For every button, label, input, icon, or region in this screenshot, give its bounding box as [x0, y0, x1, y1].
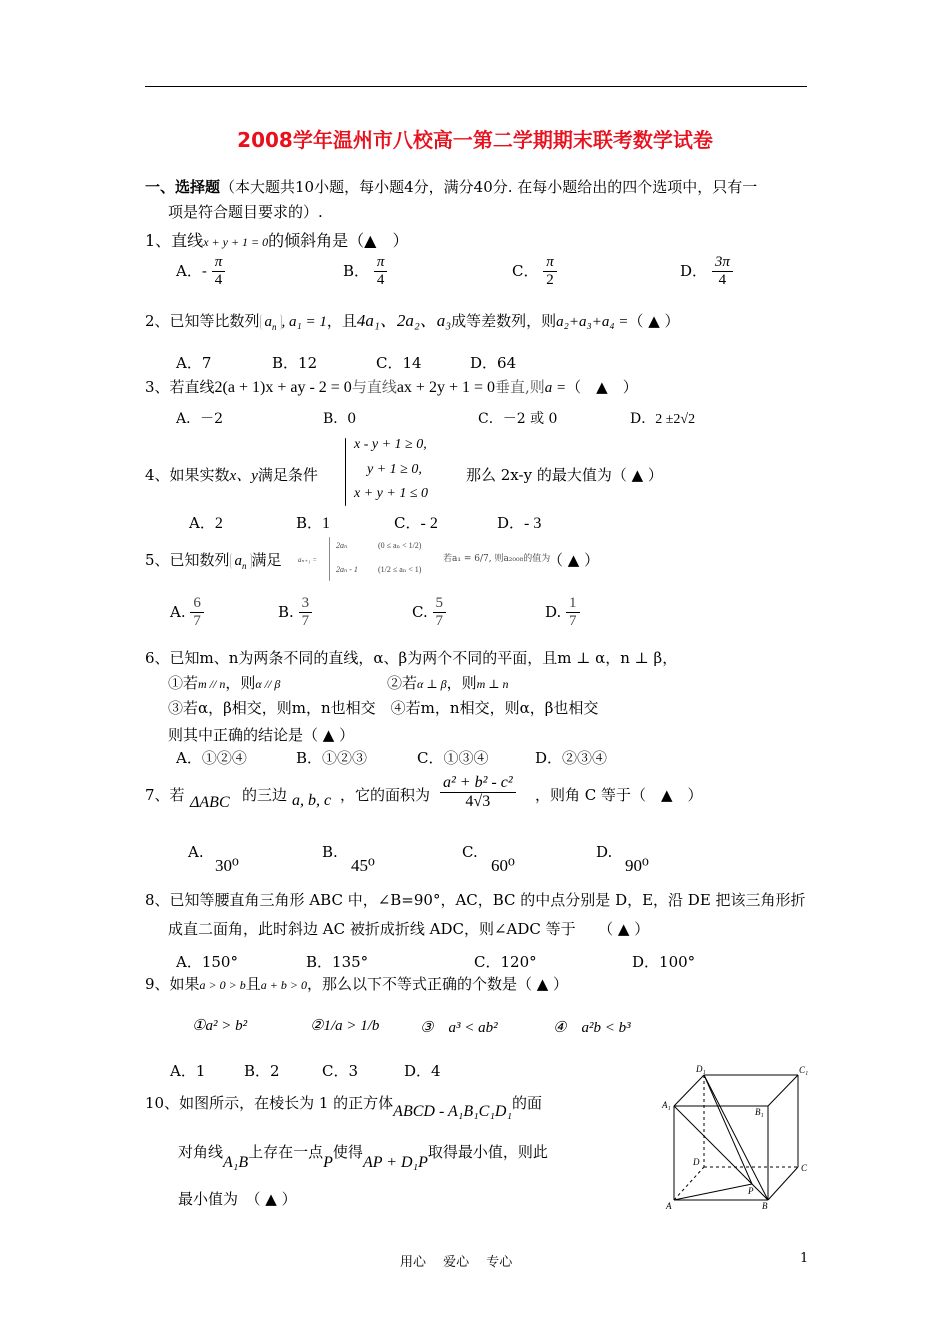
q8-option-c: C．120° — [474, 953, 537, 971]
q1-b-label: B． — [343, 261, 370, 280]
q9-post: ，那么以下不等式正确的个数是（ ▲ ） — [306, 975, 569, 993]
q8-line1: 8、已知等腰直角三角形 ABC 中，∠B=90°，AC，BC 的中点分别是 D，E，沿 DE 把该三角形折 — [145, 891, 806, 909]
q7-area-num: a² + b² - c² — [440, 774, 516, 793]
q7-area-den: 4√3 — [465, 793, 491, 811]
q10-cube: ABCD - A₁B₁C₁D₁ — [393, 1103, 513, 1120]
q6-line2-right — [387, 672, 509, 693]
q3-var: a = — [544, 380, 567, 396]
q1-d-frac — [712, 254, 733, 290]
q6-l2c: ，则 — [225, 674, 256, 692]
q3-line2: ax + 2y + 1 = 0 — [396, 379, 495, 396]
q10-l2a: 对角线 — [178, 1143, 224, 1161]
q3-line1: 2(a + 1)x + ay - 2 = 0 — [214, 379, 352, 396]
label-p: P — [748, 1186, 754, 1196]
q7-option-a-label: A. — [188, 843, 204, 861]
q3-d-label: D． — [630, 411, 656, 427]
q1-b-den: 4 — [376, 272, 385, 289]
edge-a1d1 — [674, 1075, 704, 1106]
q1-equation: x + y + 1 = 0 — [203, 235, 269, 249]
q5-d-label: D. — [545, 602, 562, 621]
q4-pre: 4、如果实数 — [145, 466, 230, 484]
q4-b-label: B． — [296, 514, 323, 532]
q9-stem — [145, 973, 568, 994]
q1-d-den: 4 — [718, 272, 727, 289]
q1-a-num: π — [212, 254, 226, 272]
q2-cond: , a₁ = 1 — [281, 314, 327, 330]
q6-option-b: B．①②③ — [296, 749, 368, 767]
q2-seq-sub: n — [272, 322, 277, 332]
q5-d-num: 1 — [566, 595, 580, 613]
q10-l2b: 上存在一点 — [248, 1143, 324, 1161]
q2-pre: 2、已知等比数列 — [145, 312, 260, 330]
seg-d1p — [704, 1075, 752, 1184]
cube-figure — [660, 1062, 812, 1210]
edge-b1c1 — [768, 1075, 798, 1106]
q9-item-3: ③ a³ < ab² — [420, 1020, 498, 1036]
q10-l1a: 10、如图所示，在棱长为 1 的正方体 — [145, 1094, 394, 1112]
q5-pre: 5、已知数列 — [145, 551, 230, 569]
q4-a-val: 2 — [214, 515, 223, 532]
q2-option-b: B．12 — [272, 354, 318, 372]
q1-a-den: 4 — [214, 272, 223, 289]
q5-b-den: 7 — [301, 613, 310, 630]
q2-terms: 4a₁、2a₂、a₃ — [356, 311, 452, 330]
q4-sys-2: y + 1 ≥ 0, — [367, 462, 422, 477]
q10-diag: A₁B — [223, 1154, 249, 1171]
q1-option-b — [343, 254, 387, 290]
q1-a-frac — [212, 254, 226, 290]
q4-system-brace — [345, 438, 346, 506]
q5-brace — [329, 537, 330, 581]
q2-expr: a₂+a₃+a₄ = — [556, 314, 629, 330]
q5-post: 若a₁ = 6/7, 则a₂₀₀₈的值为 — [443, 554, 551, 564]
q7-option-c-val: 60⁰ — [491, 856, 515, 875]
q4-c-val: - 2 — [420, 515, 438, 532]
q4-sys-1: x - y + 1 ≥ 0, — [354, 437, 427, 452]
header-rule — [145, 86, 807, 87]
q8-option-d: D．100° — [632, 953, 696, 971]
diag-a1b — [674, 1106, 768, 1200]
q9-c1: a > 0 > b — [199, 978, 246, 992]
label-c: C — [801, 1163, 808, 1173]
q1-a-label: A．- — [176, 261, 207, 280]
q4-a-label: A． — [189, 514, 215, 532]
q7-triangle: ΔABC — [190, 794, 230, 811]
label-a1: A₁ — [662, 1100, 671, 1110]
q2-post: 成等差数列，则 — [451, 312, 557, 330]
q9-option-a: A．1 — [170, 1062, 206, 1080]
q9-option-d: D．4 — [404, 1062, 441, 1080]
q7-area — [440, 774, 516, 812]
q6-l2g: ，则 — [446, 674, 477, 692]
q1-c-num: π — [543, 254, 557, 272]
q4-option-d — [497, 512, 541, 533]
q4-post: 那么 2x-y 的最大值为（ ▲ ） — [466, 466, 663, 484]
q3-stem — [145, 376, 638, 397]
q10-point: P — [323, 1154, 333, 1171]
q6-l2h: m ⊥ n — [476, 677, 509, 691]
seg-d1b — [704, 1075, 768, 1200]
q5-case2: 2aₙ - 1 — [336, 565, 358, 574]
label-b1: B₁ — [755, 1107, 764, 1117]
q6-l2e: ②若 — [387, 674, 418, 692]
q1-option-a — [176, 254, 225, 290]
q10-line1 — [145, 1092, 543, 1120]
q4-sys-3: x + y + 1 ≤ 0 — [354, 486, 429, 501]
q4-option-a — [189, 512, 223, 533]
q2-option-d: D．64 — [470, 354, 517, 372]
q7-sides: a, b, c — [292, 792, 332, 809]
q5-a-frac — [190, 595, 204, 631]
q3-option-d — [630, 408, 695, 428]
q1-stem — [145, 228, 408, 251]
q3-pre: 3、若直线 — [145, 378, 215, 396]
q9-item-2: ②1/a > 1/b — [310, 1018, 380, 1034]
label-a: A — [666, 1201, 672, 1210]
q6-l2b: m // n — [198, 677, 226, 691]
q2-stem — [145, 306, 680, 332]
q1-d-label: D． — [680, 261, 708, 280]
q6-line1: 6、已知m、n为两条不同的直线，α、β为两个不同的平面，且m ⊥ α，n ⊥ β， — [145, 649, 678, 667]
q5-mid: 满足 — [251, 551, 282, 569]
q9-mid: 且 — [245, 975, 261, 993]
q2-option-a: A．7 — [176, 354, 212, 372]
q3-option-a: A．－2 — [176, 411, 224, 427]
q7-option-b-val: 45⁰ — [351, 856, 375, 875]
q9-item-4: ④ a²b < b³ — [553, 1020, 631, 1036]
q4-d-val: - 3 — [524, 515, 542, 532]
edge-bc — [768, 1167, 798, 1200]
q4-stem-left — [145, 464, 318, 485]
q7-mid: 的三边 — [242, 786, 288, 804]
q6-l2a: ①若 — [168, 674, 199, 692]
q1-c-den: 2 — [546, 272, 554, 289]
q4-d-label: D． — [497, 514, 525, 532]
section-intro — [145, 176, 757, 197]
q5-d-den: 7 — [569, 613, 577, 630]
label-d: D — [693, 1157, 700, 1167]
q5-stem-left — [145, 549, 282, 571]
q10-line2 — [178, 1141, 548, 1171]
q7-area-frac — [440, 774, 516, 812]
q5-cond2: (1/2 ≤ aₙ < 1) — [378, 565, 422, 574]
q5-a-label: A. — [170, 602, 186, 621]
q5-c-num: 5 — [433, 595, 447, 613]
q5-option-b — [278, 595, 312, 631]
footer-motto: 用心 爱心 专心 — [400, 1255, 513, 1270]
q3-option-c: C．－2 或 0 — [478, 411, 558, 427]
q4-cond: 满足条件 — [257, 466, 318, 484]
q5-d-frac — [566, 595, 580, 631]
q1-option-c — [512, 254, 557, 290]
q1-post: 的倾斜角是（▲ ） — [268, 231, 409, 250]
page-title: 2008学年温州市八校高一第二学期期末联考数学试卷 — [237, 128, 713, 152]
q5-tail: （ ▲ ） — [548, 551, 600, 569]
q4-b-val: 1 — [322, 515, 331, 532]
q4-option-c — [394, 512, 438, 533]
q7-option-d-label: D. — [596, 843, 613, 861]
q3-post: 垂直,则 — [495, 378, 545, 396]
q7-tail: ，则角 C 等于（ ▲ ） — [535, 786, 703, 804]
q5-c-frac — [433, 595, 447, 631]
q1-c-label: C． — [512, 261, 539, 280]
q8-line2: 成直二面角，此时斜边 AC 被折成折线 ADC，则∠ADC 等于 （ ▲ ） — [168, 920, 650, 938]
q10-expr: AP + D₁P — [362, 1154, 428, 1171]
section-heading: 一、选择题 — [145, 178, 221, 196]
q7-option-b-label: B. — [322, 843, 338, 861]
q7-pre: 7、若 — [145, 786, 185, 804]
q6-l2f: α ⊥ β — [417, 677, 447, 691]
q5-c-label: C. — [412, 602, 428, 621]
q6-option-a: A．①②④ — [176, 749, 247, 767]
q1-b-frac — [374, 254, 388, 290]
q7-option-d-val: 90⁰ — [625, 856, 649, 875]
q9-c2: a + b > 0 — [260, 978, 307, 992]
q3-tail: （ ▲ ） — [566, 378, 638, 396]
q6-option-d: D．②③④ — [535, 749, 608, 767]
q8-option-b: B．135° — [306, 953, 369, 971]
q5-option-a — [170, 595, 204, 631]
q3-option-b: B．0 — [323, 411, 357, 427]
q9-option-b: B．2 — [244, 1062, 280, 1080]
q6-line2 — [168, 672, 280, 693]
page-number: 1 — [800, 1251, 809, 1266]
q5-cond1: (0 ≤ aₙ < 1/2) — [378, 541, 422, 550]
q2-option-c: C．14 — [376, 354, 422, 372]
q4-c-label: C． — [394, 514, 421, 532]
seg-ap — [674, 1184, 752, 1200]
q9-item-1: ①a² > b² — [192, 1018, 248, 1034]
q5-case1: 2aₙ — [336, 541, 348, 550]
label-d1: D₁ — [696, 1064, 706, 1074]
q1-c-frac — [543, 254, 557, 290]
q10-l2d: 取得最小值，则此 — [427, 1143, 548, 1161]
section-desc-1: （本大题共10小题，每小题4分，满分40分. 在每小题给出的四个选项中，只有一 — [220, 178, 758, 196]
q3-mid: 与直线 — [351, 378, 397, 396]
q5-option-d — [545, 595, 580, 631]
q6-line3: ③若α，β相交，则m，n也相交 ④若m，n相交，则α，β也相交 — [168, 699, 599, 717]
q5-b-frac — [299, 595, 313, 631]
q9-option-c: C．3 — [322, 1062, 359, 1080]
q10-l1b: 的面 — [512, 1094, 543, 1112]
q1-pre: 1、直线 — [145, 231, 204, 250]
q2-tail: （ ▲ ） — [628, 312, 680, 330]
q1-d-num: 3π — [712, 254, 733, 272]
label-c1: C₁ — [799, 1065, 809, 1075]
q6-l2d: α // β — [255, 677, 281, 691]
q2-mid: ，且 — [326, 312, 357, 330]
q5-a-den: 7 — [193, 613, 201, 630]
q6-line4: 则其中正确的结论是（ ▲ ） — [168, 726, 355, 744]
label-b: B — [762, 1201, 768, 1210]
q2-seq-a: a — [264, 314, 273, 330]
q3-d-value: 2 ±2√2 — [655, 412, 696, 427]
q5-b-num: 3 — [299, 595, 313, 613]
q5-b-label: B. — [278, 602, 294, 621]
q2-seq — [260, 314, 282, 330]
q7-option-c-label: C. — [462, 843, 478, 861]
section-desc-2: 项是符合题目要求的）. — [168, 203, 323, 221]
q4-option-b — [296, 512, 330, 533]
q8-option-a: A．150° — [176, 953, 238, 971]
q4-vars: x、y — [229, 468, 258, 484]
q1-option-d — [680, 254, 733, 290]
q5-c-den: 7 — [435, 613, 443, 630]
q9-pre: 9、如果 — [145, 975, 200, 993]
q5-option-c — [412, 595, 446, 631]
q10-l2c: 使得 — [332, 1143, 363, 1161]
q6-option-c: C．①③④ — [417, 749, 489, 767]
q5-seq: $a_n$ — [230, 553, 252, 569]
q5-a-num: 6 — [190, 595, 204, 613]
q5-lhs: aₙ₊₁ = — [298, 556, 317, 564]
q7-post: ，它的面积为 — [340, 786, 431, 804]
q10-line3: 最小值为 （ ▲ ） — [178, 1190, 297, 1208]
q1-b-num: π — [374, 254, 388, 272]
q7-option-a-val: 30⁰ — [215, 856, 239, 875]
